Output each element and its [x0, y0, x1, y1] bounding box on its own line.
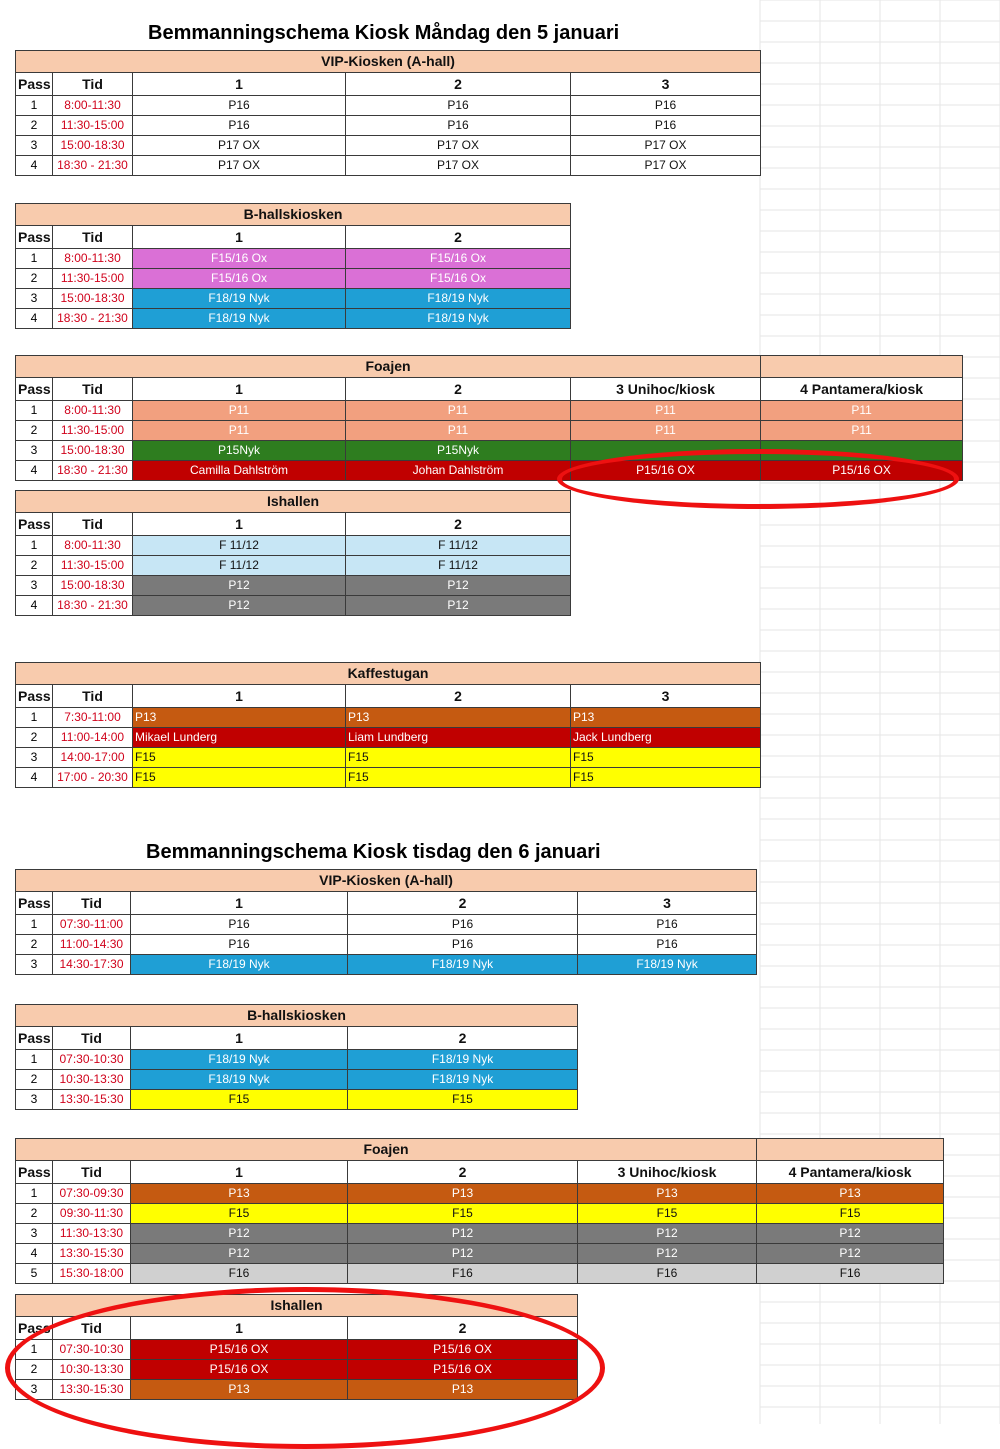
tid-cell[interactable]: 11:30-13:30 — [53, 1224, 131, 1244]
shift-cell[interactable]: P16 — [571, 96, 761, 116]
shift-cell[interactable]: P11 — [761, 401, 963, 421]
shift-cell[interactable]: P16 — [346, 96, 571, 116]
pass-cell[interactable]: 1 — [16, 1340, 53, 1360]
pass-cell[interactable]: 3 — [16, 748, 53, 768]
pass-cell[interactable]: 2 — [16, 1204, 53, 1224]
shift-cell[interactable]: P11 — [571, 401, 761, 421]
tid-cell[interactable]: 11:30-15:00 — [53, 421, 133, 441]
table-row — [16, 249, 571, 269]
tid-cell[interactable]: 11:00-14:00 — [53, 728, 133, 748]
pass-cell[interactable]: 2 — [16, 1070, 53, 1090]
shift-cell[interactable]: P17 OX — [133, 136, 346, 156]
shift-cell[interactable]: F15 — [133, 768, 346, 788]
section-title: B-hallskiosken — [16, 204, 571, 226]
table-row — [16, 1090, 578, 1110]
col-header: 2 — [348, 1161, 578, 1184]
shift-cell[interactable]: F18/19 Nyk — [131, 1050, 348, 1070]
pass-cell[interactable]: 3 — [16, 136, 53, 156]
shift-cell[interactable]: F15/16 Ox — [346, 269, 571, 289]
shift-cell[interactable]: P11 — [346, 421, 571, 441]
shift-cell[interactable]: F18/19 Nyk — [131, 1070, 348, 1090]
col-header: 3 Unihoc/kiosk — [571, 378, 761, 401]
day2-vip-table — [15, 869, 757, 975]
table-row — [16, 708, 761, 728]
col-header: 1 — [131, 1027, 348, 1050]
pass-cell[interactable]: 2 — [16, 556, 53, 576]
tid-cell[interactable]: 11:00-14:30 — [53, 935, 131, 955]
shift-cell[interactable]: P11 — [133, 401, 346, 421]
pass-cell[interactable]: 3 — [16, 441, 53, 461]
pass-cell[interactable]: 1 — [16, 915, 53, 935]
shift-cell[interactable]: F18/19 Nyk — [346, 289, 571, 309]
pass-cell[interactable]: 1 — [16, 1184, 53, 1204]
section-title-extra — [761, 356, 963, 378]
shift-cell[interactable]: P13 — [578, 1184, 757, 1204]
col-header-pass: Pass — [16, 892, 53, 915]
col-header-tid: Tid — [53, 1027, 131, 1050]
tid-cell[interactable]: 07:30-09:30 — [53, 1184, 131, 1204]
table-row — [16, 421, 963, 441]
shift-cell[interactable]: P13 — [571, 708, 761, 728]
pass-cell[interactable]: 4 — [16, 461, 53, 481]
pass-cell[interactable]: 1 — [16, 401, 53, 421]
pass-cell[interactable]: 3 — [16, 289, 53, 309]
pass-cell[interactable]: 4 — [16, 768, 53, 788]
tid-cell[interactable]: 11:30-15:00 — [53, 116, 133, 136]
pass-cell[interactable]: 4 — [16, 156, 53, 176]
shift-cell[interactable]: F16 — [131, 1264, 348, 1284]
shift-cell[interactable]: P16 — [131, 915, 348, 935]
table-row — [16, 136, 761, 156]
shift-cell[interactable]: F18/19 Nyk — [131, 955, 348, 975]
col-header: 2 — [346, 378, 571, 401]
shift-cell[interactable]: P16 — [578, 935, 757, 955]
table-row — [16, 536, 571, 556]
pass-cell[interactable]: 4 — [16, 596, 53, 616]
table-row — [16, 576, 571, 596]
tid-cell[interactable]: 13:30-15:30 — [53, 1244, 131, 1264]
shift-cell[interactable]: F15 — [346, 768, 571, 788]
day2-title: Bemmanningschema Kiosk tisdag den 6 januari — [146, 841, 601, 863]
shift-cell[interactable]: P13 — [348, 1380, 578, 1400]
section-title: Ishallen — [16, 491, 571, 513]
shift-cell[interactable]: P15/16 OX — [131, 1340, 348, 1360]
shift-cell[interactable]: Liam Lundberg — [346, 728, 571, 748]
table-row — [16, 1264, 944, 1284]
shift-cell[interactable]: P12 — [346, 596, 571, 616]
table-row — [16, 461, 963, 481]
table-row — [16, 289, 571, 309]
col-header: 2 — [348, 1027, 578, 1050]
tid-cell[interactable]: 13:30-15:30 — [53, 1380, 131, 1400]
table-row — [16, 596, 571, 616]
col-header: 2 — [346, 226, 571, 249]
shift-cell[interactable]: P16 — [348, 935, 578, 955]
tid-cell[interactable]: 18:30 - 21:30 — [53, 461, 133, 481]
col-header-tid: Tid — [53, 1161, 131, 1184]
shift-cell[interactable]: F18/19 Nyk — [133, 289, 346, 309]
col-header: 1 — [131, 1317, 348, 1340]
col-header: 2 — [346, 73, 571, 96]
tid-cell[interactable]: 8:00-11:30 — [53, 536, 133, 556]
shift-cell[interactable]: P13 — [348, 1184, 578, 1204]
table-row — [16, 1070, 578, 1090]
tid-cell[interactable]: 07:30-10:30 — [53, 1340, 131, 1360]
section-title: VIP-Kiosken (A-hall) — [16, 51, 761, 73]
table-row — [16, 269, 571, 289]
shift-cell[interactable]: F 11/12 — [133, 556, 346, 576]
shift-cell[interactable]: F15 — [571, 748, 761, 768]
shift-cell[interactable]: P13 — [131, 1184, 348, 1204]
pass-cell[interactable]: 2 — [16, 116, 53, 136]
day1-title: Bemmanningschema Kiosk Måndag den 5 januari — [148, 22, 620, 44]
pass-cell[interactable]: 3 — [16, 1090, 53, 1110]
shift-cell[interactable]: P15/16 OX — [131, 1360, 348, 1380]
pass-cell[interactable]: 1 — [16, 1050, 53, 1070]
pass-cell[interactable]: 1 — [16, 708, 53, 728]
section-title: Foajen — [16, 1139, 757, 1161]
table-row — [16, 915, 757, 935]
shift-cell[interactable]: P17 OX — [346, 156, 571, 176]
shift-cell[interactable]: P16 — [348, 915, 578, 935]
col-header: 1 — [133, 226, 346, 249]
table-row — [16, 96, 761, 116]
col-header-pass: Pass — [16, 685, 53, 708]
pass-cell[interactable]: 5 — [16, 1264, 53, 1284]
shift-cell[interactable]: F15 — [571, 768, 761, 788]
pass-cell[interactable]: 2 — [16, 728, 53, 748]
pass-cell[interactable]: 1 — [16, 536, 53, 556]
shift-cell[interactable]: P17 OX — [346, 136, 571, 156]
col-header: 3 — [578, 892, 757, 915]
day2-ishallen-table — [15, 1294, 578, 1400]
day1-vip-table — [15, 50, 761, 176]
tid-cell[interactable]: 11:30-15:00 — [53, 556, 133, 576]
table-row — [16, 1050, 578, 1070]
shift-cell[interactable]: F15 — [131, 1204, 348, 1224]
tid-cell[interactable]: 8:00-11:30 — [53, 401, 133, 421]
tid-cell[interactable]: 15:30-18:00 — [53, 1264, 131, 1284]
col-header-pass: Pass — [16, 73, 53, 96]
col-header: 3 — [571, 73, 761, 96]
pass-cell[interactable]: 1 — [16, 249, 53, 269]
col-header-tid: Tid — [53, 513, 133, 536]
shift-cell[interactable]: P15/16 OX — [571, 461, 761, 481]
shift-cell[interactable]: F16 — [757, 1264, 944, 1284]
table-row — [16, 309, 571, 329]
col-header-tid: Tid — [53, 892, 131, 915]
shift-cell[interactable] — [571, 441, 761, 461]
col-header-tid: Tid — [53, 73, 133, 96]
tid-cell[interactable]: 07:30-11:00 — [53, 915, 131, 935]
shift-cell[interactable]: P15/16 OX — [761, 461, 963, 481]
shift-cell[interactable]: P15Nyk — [346, 441, 571, 461]
shift-cell[interactable]: P13 — [346, 708, 571, 728]
table-row — [16, 768, 761, 788]
tid-cell[interactable]: 14:00-17:00 — [53, 748, 133, 768]
shift-cell[interactable]: F16 — [578, 1264, 757, 1284]
shift-cell[interactable]: P17 OX — [571, 136, 761, 156]
shift-cell[interactable]: Camilla Dahlström — [133, 461, 346, 481]
tid-cell[interactable]: 15:00-18:30 — [53, 289, 133, 309]
col-header: 3 — [571, 685, 761, 708]
tid-cell[interactable]: 07:30-10:30 — [53, 1050, 131, 1070]
tid-cell[interactable]: 17:00 - 20:30 — [53, 768, 133, 788]
tid-cell[interactable]: 15:00-18:30 — [53, 136, 133, 156]
shift-cell[interactable]: F15 — [131, 1090, 348, 1110]
shift-cell[interactable]: F18/19 Nyk — [348, 955, 578, 975]
shift-cell[interactable]: F15/16 Ox — [133, 249, 346, 269]
shift-cell[interactable]: P15/16 OX — [348, 1340, 578, 1360]
tid-cell[interactable]: 10:30-13:30 — [53, 1360, 131, 1380]
shift-cell[interactable]: P16 — [571, 116, 761, 136]
col-header-pass: Pass — [16, 226, 53, 249]
shift-cell[interactable]: F15 — [346, 748, 571, 768]
pass-cell[interactable]: 3 — [16, 1224, 53, 1244]
col-header-pass: Pass — [16, 513, 53, 536]
tid-cell[interactable]: 18:30 - 21:30 — [53, 309, 133, 329]
shift-cell[interactable]: P12 — [133, 576, 346, 596]
table-row — [16, 955, 757, 975]
tid-cell[interactable]: 15:00-18:30 — [53, 576, 133, 596]
shift-cell[interactable]: P16 — [133, 96, 346, 116]
shift-cell[interactable]: P12 — [131, 1224, 348, 1244]
pass-cell[interactable]: 1 — [16, 96, 53, 116]
col-header: 4 Pantamera/kiosk — [761, 378, 963, 401]
tid-cell[interactable]: 8:00-11:30 — [53, 249, 133, 269]
shift-cell[interactable]: P17 OX — [571, 156, 761, 176]
shift-cell[interactable]: F18/19 Nyk — [133, 309, 346, 329]
table-row — [16, 1360, 578, 1380]
table-row — [16, 556, 571, 576]
table-row — [16, 728, 761, 748]
col-header: 1 — [133, 685, 346, 708]
shift-cell[interactable]: P12 — [133, 596, 346, 616]
day1-bhall-table — [15, 203, 571, 329]
shift-cell[interactable]: F 11/12 — [346, 536, 571, 556]
shift-cell[interactable]: F15 — [578, 1204, 757, 1224]
shift-cell[interactable]: P12 — [578, 1224, 757, 1244]
shift-cell[interactable]: P15Nyk — [133, 441, 346, 461]
shift-cell[interactable]: P12 — [578, 1244, 757, 1264]
shift-cell[interactable]: P16 — [133, 116, 346, 136]
shift-cell[interactable]: P12 — [348, 1224, 578, 1244]
shift-cell[interactable]: P12 — [348, 1244, 578, 1264]
col-header-pass: Pass — [16, 1317, 53, 1340]
shift-cell[interactable]: F 11/12 — [346, 556, 571, 576]
pass-cell[interactable]: 2 — [16, 935, 53, 955]
tid-cell[interactable]: 18:30 - 21:30 — [53, 596, 133, 616]
section-title: Foajen — [16, 356, 761, 378]
shift-cell[interactable]: P16 — [346, 116, 571, 136]
table-row — [16, 1380, 578, 1400]
pass-cell[interactable]: 2 — [16, 421, 53, 441]
shift-cell[interactable] — [761, 441, 963, 461]
col-header-tid: Tid — [53, 685, 133, 708]
shift-cell[interactable]: P12 — [131, 1244, 348, 1264]
col-header: 3 Unihoc/kiosk — [578, 1161, 757, 1184]
shift-cell[interactable]: Johan Dahlström — [346, 461, 571, 481]
section-title-extra — [757, 1139, 944, 1161]
shift-cell[interactable]: P13 — [757, 1184, 944, 1204]
shift-cell[interactable]: F15 — [348, 1090, 578, 1110]
col-header-pass: Pass — [16, 378, 53, 401]
pass-cell[interactable]: 2 — [16, 1360, 53, 1380]
table-row — [16, 1340, 578, 1360]
col-header: 1 — [133, 513, 346, 536]
tid-cell[interactable]: 14:30-17:30 — [53, 955, 131, 975]
shift-cell[interactable]: P11 — [761, 421, 963, 441]
tid-cell[interactable]: 7:30-11:00 — [53, 708, 133, 728]
col-header: 2 — [346, 513, 571, 536]
tid-cell[interactable]: 18:30 - 21:30 — [53, 156, 133, 176]
shift-cell[interactable]: F18/19 Nyk — [346, 309, 571, 329]
shift-cell[interactable]: P16 — [578, 915, 757, 935]
shift-cell[interactable]: P11 — [571, 421, 761, 441]
pass-cell[interactable]: 4 — [16, 309, 53, 329]
col-header: 2 — [346, 685, 571, 708]
day2-foajen-table — [15, 1138, 944, 1284]
shift-cell[interactable]: P13 — [131, 1380, 348, 1400]
table-row — [16, 935, 757, 955]
col-header: 1 — [133, 73, 346, 96]
shift-cell[interactable]: F15/16 Ox — [346, 249, 571, 269]
shift-cell[interactable]: F18/19 Nyk — [348, 1050, 578, 1070]
col-header: 1 — [131, 1161, 348, 1184]
table-row — [16, 1184, 944, 1204]
shift-cell[interactable]: P12 — [757, 1224, 944, 1244]
col-header: 1 — [131, 892, 348, 915]
section-title: Kaffestugan — [16, 663, 761, 685]
shift-cell[interactable]: P15/16 OX — [348, 1360, 578, 1380]
col-header-pass: Pass — [16, 1161, 53, 1184]
col-header: 1 — [133, 378, 346, 401]
tid-cell[interactable]: 09:30-11:30 — [53, 1204, 131, 1224]
table-row — [16, 116, 761, 136]
pass-cell[interactable]: 2 — [16, 269, 53, 289]
day1-foajen-table — [15, 355, 963, 481]
table-row — [16, 1244, 944, 1264]
tid-cell[interactable]: 13:30-15:30 — [53, 1090, 131, 1110]
col-header-tid: Tid — [53, 226, 133, 249]
shift-cell[interactable]: F15 — [348, 1204, 578, 1224]
section-title: B-hallskiosken — [16, 1005, 578, 1027]
shift-cell[interactable]: P17 OX — [133, 156, 346, 176]
pass-cell[interactable]: 3 — [16, 955, 53, 975]
shift-cell[interactable]: P12 — [757, 1244, 944, 1264]
table-row — [16, 401, 963, 421]
shift-cell[interactable]: F18/19 Nyk — [578, 955, 757, 975]
shift-cell[interactable]: Mikael Lunderg — [133, 728, 346, 748]
table-row — [16, 748, 761, 768]
day1-ishallen-table — [15, 490, 571, 616]
shift-cell[interactable]: P11 — [346, 401, 571, 421]
tid-cell[interactable]: 10:30-13:30 — [53, 1070, 131, 1090]
shift-cell[interactable]: P11 — [133, 421, 346, 441]
section-title: Ishallen — [16, 1295, 578, 1317]
col-header: 2 — [348, 1317, 578, 1340]
col-header-tid: Tid — [53, 378, 133, 401]
shift-cell[interactable]: P16 — [131, 935, 348, 955]
tid-cell[interactable]: 8:00-11:30 — [53, 96, 133, 116]
day2-bhall-table — [15, 1004, 578, 1110]
day1-kaffestugan-table — [15, 662, 761, 788]
pass-cell[interactable]: 3 — [16, 1380, 53, 1400]
shift-cell[interactable]: F15 — [133, 748, 346, 768]
col-header-tid: Tid — [53, 1317, 131, 1340]
col-header-pass: Pass — [16, 1027, 53, 1050]
table-row — [16, 1224, 944, 1244]
col-header: 2 — [348, 892, 578, 915]
table-row — [16, 1204, 944, 1224]
table-row — [16, 156, 761, 176]
section-title: VIP-Kiosken (A-hall) — [16, 870, 757, 892]
shift-cell[interactable]: Jack Lundberg — [571, 728, 761, 748]
shift-cell[interactable]: F16 — [348, 1264, 578, 1284]
pass-cell[interactable]: 3 — [16, 576, 53, 596]
tid-cell[interactable]: 11:30-15:00 — [53, 269, 133, 289]
col-header: 4 Pantamera/kiosk — [757, 1161, 944, 1184]
shift-cell[interactable]: P12 — [346, 576, 571, 596]
table-row — [16, 441, 963, 461]
tid-cell[interactable]: 15:00-18:30 — [53, 441, 133, 461]
shift-cell[interactable]: F 11/12 — [133, 536, 346, 556]
shift-cell[interactable]: F18/19 Nyk — [348, 1070, 578, 1090]
pass-cell[interactable]: 4 — [16, 1244, 53, 1264]
shift-cell[interactable]: P13 — [133, 708, 346, 728]
shift-cell[interactable]: F15/16 Ox — [133, 269, 346, 289]
shift-cell[interactable]: F15 — [757, 1204, 944, 1224]
